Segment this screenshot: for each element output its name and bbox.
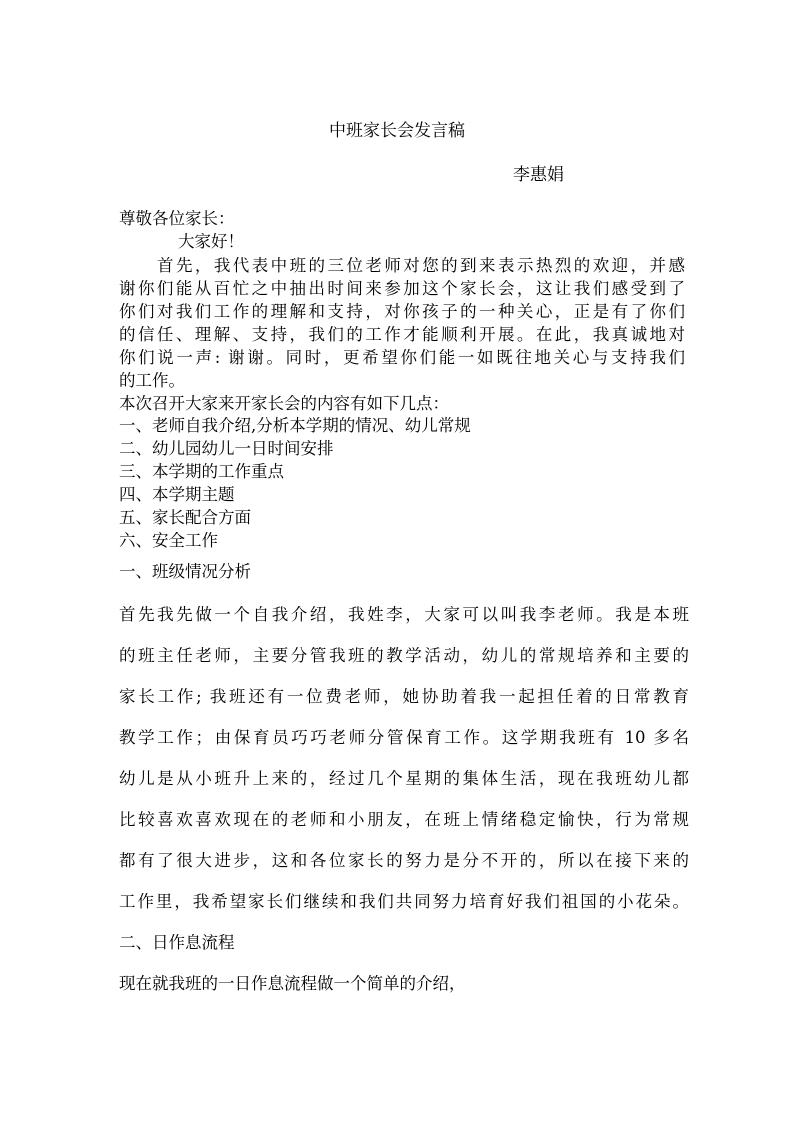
body-line: 幼儿是从小班升上来的，经过几个星期的集体生活，现在我班幼儿都 — [119, 769, 689, 788]
agenda-item: 五、家长配合方面 — [119, 508, 251, 527]
author-name: 李惠娟 — [513, 165, 564, 185]
intro-line: 你们说一声: 谢谢。同时，更希望你们能一如既往地关心与支持我们 — [119, 348, 685, 367]
agenda-intro: 本次召开大家来开家长会的内容有如下几点： — [119, 394, 449, 413]
body-line: 首先我先做一个自我介绍，我姓李，大家可以叫我李老师。我是本班 — [119, 605, 689, 624]
intro-line: 的信任、理解、支持，我们的工作才能顺利开展。在此，我真诚地对 — [119, 325, 685, 344]
document-title: 中班家长会发言稿 — [329, 121, 465, 141]
body-line: 比较喜欢喜欢现在的老师和小朋友，在班上情绪稳定愉快，行为常规 — [119, 810, 689, 829]
salutation: 尊敬各位家长： — [119, 209, 235, 228]
body-line: 教学工作；由保育员巧巧老师分管保育工作。这学期我班有 10 多名 — [119, 728, 689, 747]
body-line: 的班主任老师，主要分管我班的教学活动，幼儿的常规培养和主要的 — [119, 646, 689, 665]
section-heading: 二、日作息流程 — [119, 933, 235, 952]
body-line: 现在就我班的一日作息流程做一个简单的介绍， — [119, 974, 466, 993]
intro-line: 首先，我代表中班的三位老师对您的到来表示热烈的欢迎，并感 — [157, 256, 685, 275]
intro-line: 你们对我们工作的理解和支持，对你孩子的一种关心，正是有了你们 — [119, 302, 685, 321]
agenda-item: 二、幼儿园幼儿一日时间安排 — [119, 439, 334, 458]
body-line: 家长工作; 我班还有一位费老师，她协助着我一起担任着的日常教育 — [119, 687, 689, 706]
body-line: 工作里，我希望家长们继续和我们共同努力培育好我们祖国的小花朵。 — [119, 892, 689, 911]
agenda-item: 一、老师自我介绍,分析本学期的情况、幼儿常规 — [119, 416, 471, 435]
greeting: 大家好！ — [178, 232, 244, 251]
agenda-item: 三、本学期的工作重点 — [119, 462, 284, 481]
agenda-item: 四、本学期主题 — [119, 485, 235, 504]
body-line: 都有了很大进步，这和各位家长的努力是分不开的，所以在接下来的 — [119, 851, 689, 870]
intro-line: 的工作。 — [119, 371, 185, 390]
intro-line: 谢你们能从百忙之中抽出时间来参加这个家长会，这让我们感受到了 — [119, 279, 685, 298]
section-heading: 一、班级情况分析 — [119, 562, 251, 581]
agenda-item: 六、安全工作 — [119, 531, 218, 550]
